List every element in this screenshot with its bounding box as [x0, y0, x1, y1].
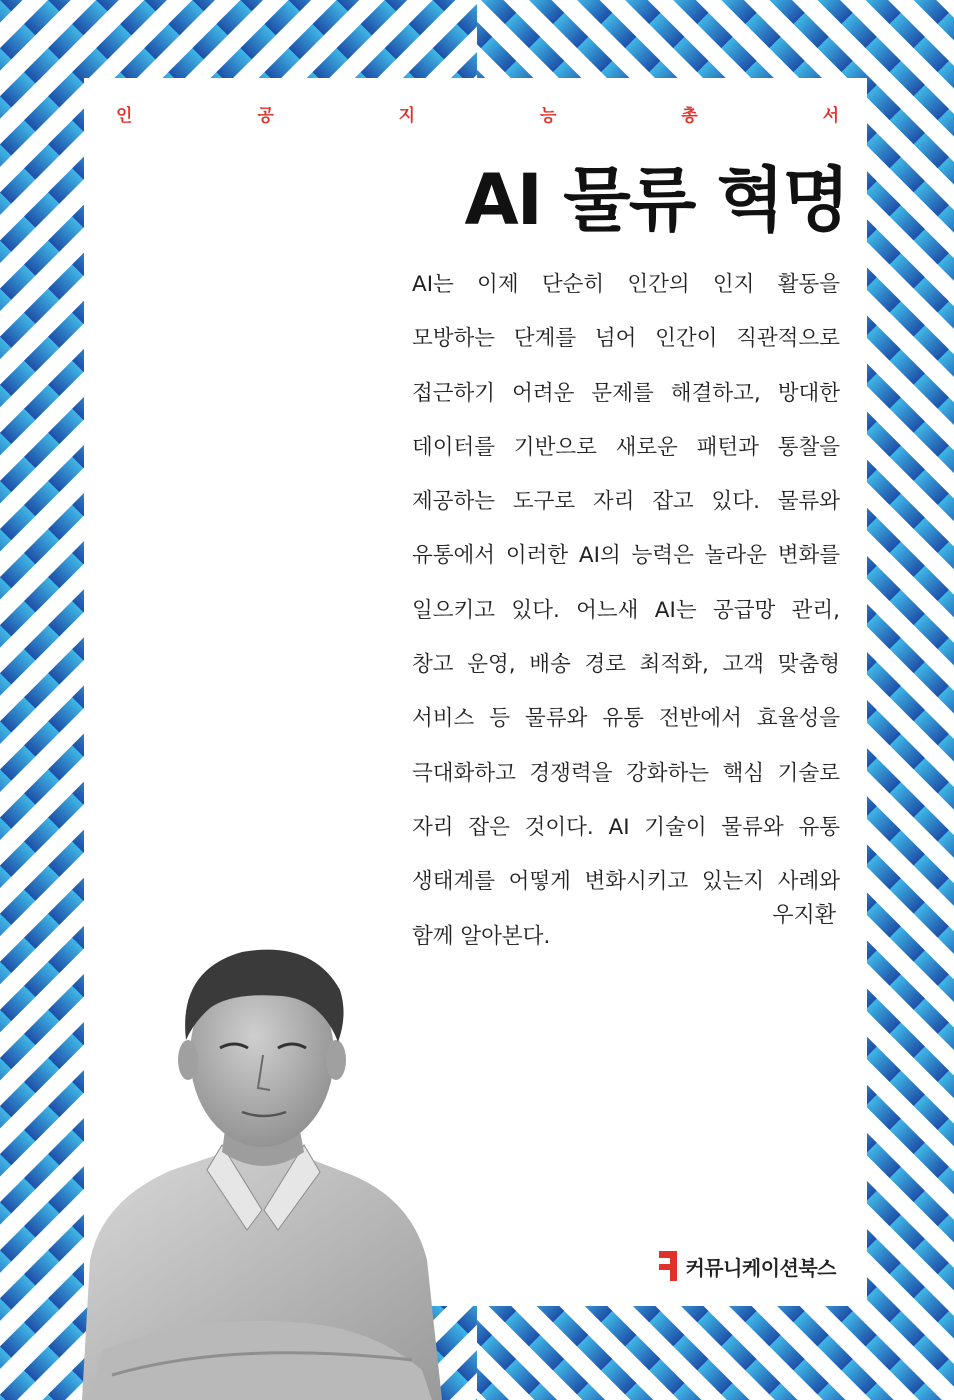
- publisher-logo-icon: [659, 1251, 677, 1281]
- publisher-mark: [659, 1246, 836, 1286]
- series-char: 총: [681, 106, 698, 126]
- series-label: [84, 96, 867, 136]
- author-name: 우지환: [772, 903, 836, 928]
- book-title: AI 물류 혁명: [464, 159, 848, 241]
- book-description: AI는 이제 단순히 인간의 인지 활동을 모방하는 단계를 넘어 인간이 직관적으로 접근하기 어려운 문제를 해결하고, 방대한 데이터를 기반으로 새로운 패턴과 통찰을 제공하는 도구로 자리 잡고 있다. 물류와 유통에서 이러한 AI의 능력은 놀라운 변화를 일으키고 있다. 어느새 AI는 공급망 관리, 창고 운영, 배송 경로 최적화, 고객 맞춤형 서비스 등 물류와 유통 전반에서 효율성을 극대화하고 경쟁력을 강화하는 핵심 기술로 자리 잡은 것이다. AI 기술이 물류와 유통 생태계를 어떻게 변화시키고 있는지 사례와 함께 알아본다.: [412, 272, 840, 949]
- series-char: 서: [822, 106, 839, 126]
- author-portrait-icon: [82, 930, 442, 1400]
- series-char: 공: [257, 106, 274, 126]
- series-char: 지: [398, 106, 416, 126]
- series-char: 인: [116, 106, 133, 126]
- publisher-name: 커뮤니케이션북스: [685, 1255, 836, 1280]
- series-char: 능: [539, 106, 557, 126]
